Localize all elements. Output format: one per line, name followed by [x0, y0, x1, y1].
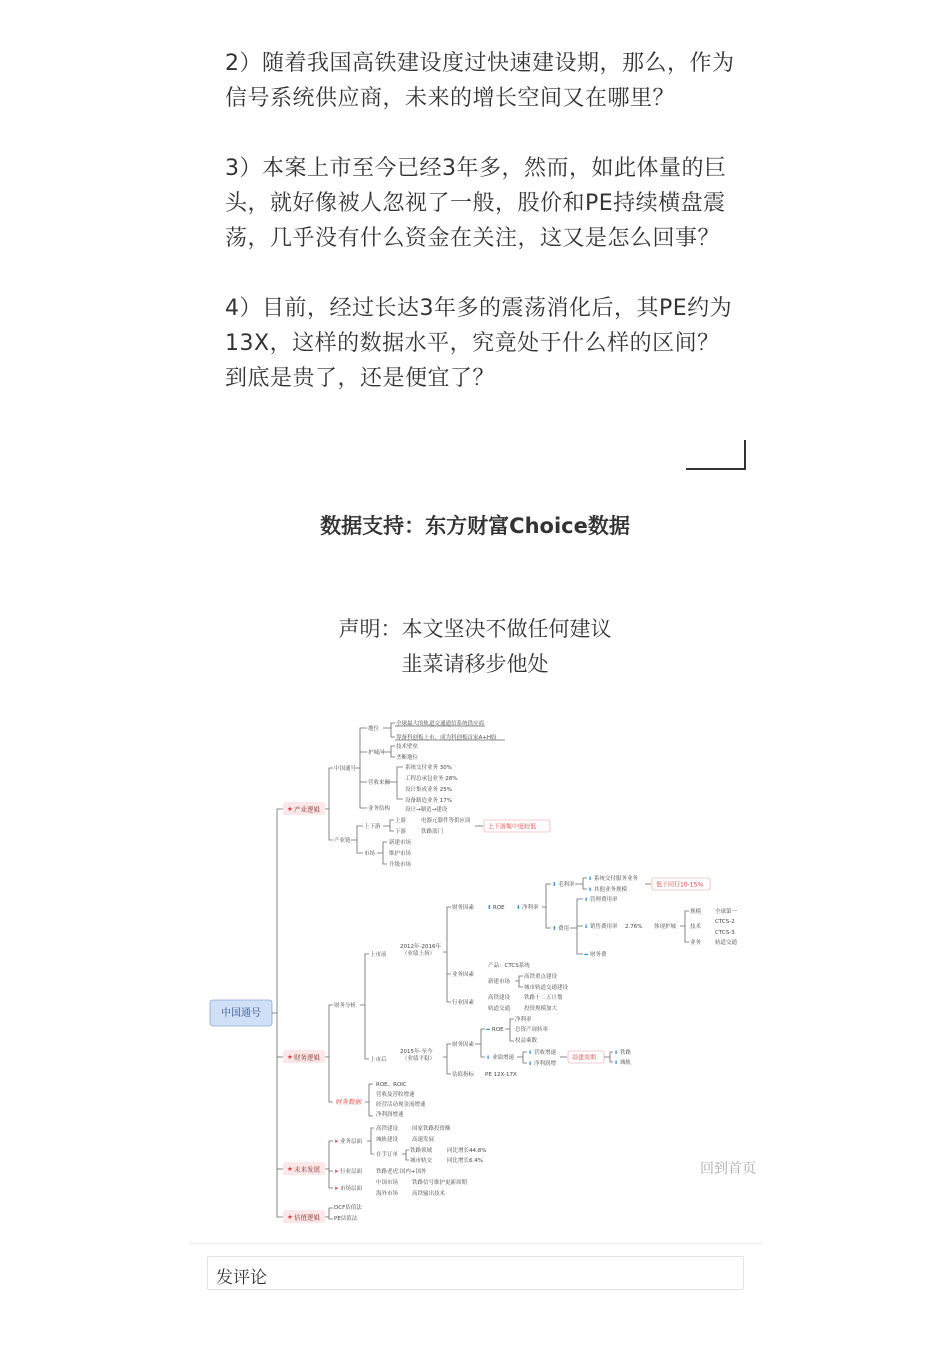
back-to-home-link[interactable]: 回到首页	[700, 1160, 756, 1176]
svg-text:财务因素: 财务因素	[452, 1042, 475, 1048]
svg-text:（业绩平稳）: （业绩平稳）	[402, 1056, 436, 1062]
svg-text:➡: ➡	[486, 1027, 491, 1033]
callout-gross-margin: 低于同行10-15%	[656, 881, 704, 889]
svg-text:⬇: ⬇	[584, 924, 589, 930]
svg-text:PE 12X-17X: PE 12X-17X	[485, 1072, 517, 1078]
svg-text:★: ★	[287, 805, 293, 813]
svg-text:垄断地位: 垄断地位	[396, 755, 419, 761]
svg-text:⬇: ⬇	[588, 876, 593, 882]
svg-text:上市后: 上市后	[370, 1057, 387, 1063]
svg-text:净利润增: 净利润增	[534, 1061, 557, 1067]
svg-text:技术壁垒: 技术壁垒	[396, 744, 419, 750]
svg-text:护城河: 护城河	[368, 750, 385, 756]
svg-text:业务因素: 业务因素	[452, 972, 475, 978]
divider	[188, 1243, 763, 1244]
svg-text:业务: 业务	[690, 940, 702, 946]
svg-text:销售费用率: 销售费用率	[590, 924, 618, 930]
comment-input[interactable]: 发评论	[207, 1256, 744, 1290]
svg-text:上下游: 上下游	[364, 824, 381, 830]
svg-text:DCF估值法: DCF估值法	[334, 1205, 362, 1211]
svg-text:铁路领域: 铁路领域	[410, 1148, 433, 1154]
svg-text:行业层面: 行业层面	[340, 1169, 363, 1175]
paragraph-4: 4）目前，经过长达3年多的震荡消化后，其PE约为13X，这样的数据水平，究竟处于什么样的区间？到底是贵了，还是便宜了？	[225, 296, 733, 391]
svg-text:中国通号: 中国通号	[334, 766, 357, 772]
svg-text:ROE: ROE	[493, 905, 505, 911]
svg-text:其他业务规模: 其他业务规模	[594, 887, 628, 893]
svg-text:➤: ➤	[334, 1186, 339, 1192]
svg-text:★: ★	[287, 1213, 293, 1221]
svg-text:铁路: 铁路	[620, 1050, 632, 1056]
mind-map-image	[205, 712, 745, 1232]
svg-text:CTCS-2: CTCS-2	[715, 919, 735, 925]
svg-text:费用: 费用	[558, 926, 570, 932]
svg-text:海外市场: 海外市场	[376, 1191, 399, 1197]
svg-text:铁路老虎:国内+国外: 铁路老虎:国内+国外	[376, 1169, 427, 1175]
svg-text:行业因素: 行业因素	[452, 1000, 475, 1006]
svg-text:市场: 市场	[364, 851, 376, 857]
svg-text:铁路十二五计划: 铁路十二五计划	[524, 995, 563, 1001]
svg-text:城轨: 城轨	[620, 1060, 632, 1066]
svg-text:营收增速: 营收增速	[534, 1050, 557, 1056]
branch-future: 未来发展	[294, 1165, 320, 1174]
svg-text:ROE: ROE	[492, 1027, 504, 1033]
svg-text:全球最大的轨道交通通信系统供应商: 全球最大的轨道交通通信系统供应商	[396, 721, 485, 727]
svg-text:系统交付业务 30%: 系统交付业务 30%	[405, 765, 452, 771]
svg-text:⬇: ⬇	[528, 1050, 533, 1056]
svg-text:➡: ➡	[584, 952, 589, 958]
svg-text:维护市场: 维护市场	[389, 851, 412, 857]
branch-valuation: 估值逻辑	[294, 1213, 320, 1222]
svg-text:设计→制造→建设: 设计→制造→建设	[405, 807, 448, 813]
svg-text:筹备科创板上市，成为科创板首家A+H股: 筹备科创板上市，成为科创板首家A+H股	[396, 735, 497, 741]
svg-text:估值指标: 估值指标	[452, 1072, 475, 1078]
svg-text:ROE、ROIC: ROE、ROIC	[376, 1082, 407, 1088]
svg-text:设备制造业务 17%: 设备制造业务 17%	[405, 798, 452, 804]
svg-text:⬇: ⬇	[552, 882, 557, 888]
svg-text:市场层面: 市场层面	[340, 1186, 363, 1192]
svg-text:净利润增速: 净利润增速	[376, 1112, 404, 1118]
svg-text:铁路部门: 铁路部门	[421, 829, 444, 835]
svg-text:净利率: 净利率	[515, 1017, 532, 1023]
svg-text:新建市场: 新建市场	[389, 840, 412, 846]
svg-text:技术: 技术	[690, 924, 702, 930]
svg-text:PE估值法: PE估值法	[334, 1216, 358, 1222]
paragraph-3: 3）本案上市至今已经3年多，然而，如此体量的巨头，就好像被人忽视了一般，股价和PE持续横盘震荡，几乎没有什么资金在关注，这又是怎么回事？	[225, 156, 727, 251]
svg-text:产品：CTCS系统: 产品：CTCS系统	[488, 963, 530, 969]
svg-text:高铁重点建设: 高铁重点建设	[524, 974, 558, 980]
svg-text:投资规模加大: 投资规模加大	[524, 1006, 558, 1012]
svg-text:⬇: ⬇	[528, 1061, 533, 1067]
svg-text:上游: 上游	[395, 818, 407, 824]
svg-text:营收及营收增速: 营收及营收增速	[376, 1092, 415, 1098]
svg-text:升级市场: 升级市场	[389, 862, 412, 868]
svg-text:⬇: ⬇	[614, 1050, 619, 1056]
svg-text:权益乘数: 权益乘数	[515, 1038, 538, 1044]
svg-text:高铁建设: 高铁建设	[376, 1126, 399, 1132]
svg-text:业务层面: 业务层面	[340, 1139, 363, 1145]
data-source-heading: 数据支持：东方财富Choice数据	[320, 514, 630, 538]
svg-text:➤: ➤	[334, 1169, 339, 1175]
svg-text:铁路信号维护更新周期: 铁路信号维护更新周期	[412, 1180, 468, 1186]
disclaimer-line-2: 韭菜请移步他处	[401, 652, 549, 676]
mindmap-root: 中国通号	[221, 1008, 261, 1019]
svg-text:体现护城: 体现护城	[654, 924, 677, 930]
svg-text:在手订单: 在手订单	[376, 1152, 399, 1158]
svg-text:高铁建设: 高铁建设	[488, 995, 511, 1001]
callout-upstream: 上下游集中度较低	[488, 823, 537, 831]
svg-text:★: ★	[287, 1053, 293, 1061]
svg-text:（业绩上扬）: （业绩上扬）	[402, 951, 436, 957]
svg-text:经营活动现金流增速: 经营活动现金流增速	[376, 1102, 426, 1108]
svg-text:新建市场: 新建市场	[488, 979, 511, 985]
paragraph-2: 2）随着我国高铁建设度过快速建设期，那么，作为信号系统供应商，未来的增长空间又在哪里？	[225, 51, 735, 111]
disclaimer	[0, 612, 950, 682]
svg-text:总资产周转率: 总资产周转率	[515, 1027, 549, 1033]
svg-text:高速发展: 高速发展	[412, 1137, 435, 1143]
callout-cycle: 基建周期	[572, 1054, 597, 1062]
svg-text:营收来源: 营收来源	[368, 780, 391, 786]
disclaimer-line-1: 声明：本文坚决不做任何建议	[338, 617, 612, 641]
svg-text:全球第一: 全球第一	[715, 909, 738, 915]
svg-text:设计集成业务 25%: 设计集成业务 25%	[405, 787, 452, 793]
svg-text:同比增长6.4%: 同比增长6.4%	[447, 1158, 483, 1164]
svg-text:国家铁路投资额: 国家铁路投资额	[412, 1126, 451, 1132]
svg-text:产业链: 产业链	[334, 838, 351, 844]
svg-text:规模: 规模	[690, 909, 702, 915]
svg-text:财务费: 财务费	[590, 952, 607, 958]
svg-text:地位: 地位	[368, 726, 380, 732]
svg-text:系统交付服务业务: 系统交付服务业务	[594, 876, 639, 882]
svg-text:➤: ➤	[334, 1139, 339, 1145]
svg-text:上市前: 上市前	[370, 952, 387, 958]
finance-data-label: 财务数据	[335, 1098, 361, 1106]
corner-bracket-decoration	[686, 440, 746, 470]
svg-text:城市轨交: 城市轨交	[410, 1158, 433, 1164]
svg-text:下游: 下游	[395, 829, 407, 835]
svg-text:2012年-2016年: 2012年-2016年	[400, 944, 441, 950]
svg-text:⬆: ⬆	[584, 897, 589, 903]
svg-text:⬆: ⬆	[552, 926, 557, 932]
svg-text:城轨建设: 城轨建设	[376, 1137, 399, 1143]
svg-text:净利率: 净利率	[522, 905, 539, 911]
svg-text:工程总承包业务 28%: 工程总承包业务 28%	[405, 776, 458, 782]
svg-text:CTCS-3: CTCS-3	[715, 930, 735, 936]
svg-text:中国市场: 中国市场	[376, 1180, 399, 1186]
svg-text:⬇: ⬇	[516, 905, 521, 911]
svg-text:⬆: ⬆	[487, 905, 492, 911]
svg-text:城市轨道交通建设: 城市轨道交通建设	[524, 985, 569, 991]
svg-text:2015年-至今: 2015年-至今	[400, 1049, 433, 1055]
svg-text:⬇: ⬇	[486, 1055, 491, 1061]
svg-text:财务因素: 财务因素	[452, 905, 475, 911]
svg-text:业务结构: 业务结构	[368, 806, 391, 812]
svg-text:业绩增速: 业绩增速	[492, 1055, 515, 1061]
svg-text:管理费用率: 管理费用率	[590, 897, 618, 903]
svg-text:电器元器件等供应商: 电器元器件等供应商	[421, 818, 471, 824]
svg-text:轨道交通: 轨道交通	[488, 1006, 511, 1012]
branch-finance: 财务逻辑	[294, 1053, 320, 1062]
svg-text:⬇: ⬇	[614, 1060, 619, 1066]
svg-text:★: ★	[287, 1165, 293, 1173]
svg-text:财务分析: 财务分析	[334, 1003, 357, 1009]
branch-industry: 产业逻辑	[294, 805, 320, 814]
svg-text:同比增长44.8%: 同比增长44.8%	[447, 1148, 487, 1154]
svg-text:毛利率: 毛利率	[558, 882, 575, 888]
svg-text:⬆: ⬆	[588, 887, 593, 893]
svg-text:2.76%: 2.76%	[625, 924, 643, 930]
svg-text:高铁输出技术: 高铁输出技术	[412, 1191, 446, 1197]
svg-text:轨道交通: 轨道交通	[715, 940, 738, 946]
